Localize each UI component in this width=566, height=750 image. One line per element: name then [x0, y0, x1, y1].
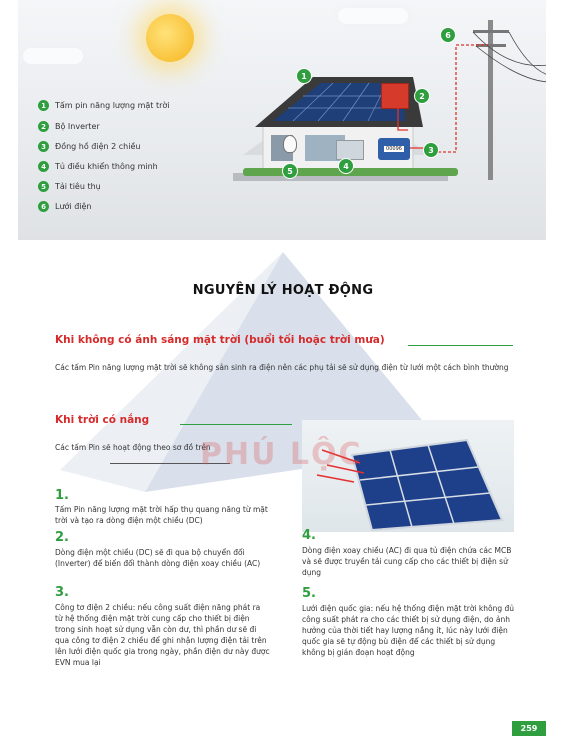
legend-item-2: 2 Bộ Inverter	[38, 121, 100, 132]
section-night-heading: Khi không có ánh sáng mặt trời (buổi tối hoặc trời mưa)	[55, 334, 385, 346]
connection-lines	[18, 0, 546, 240]
section-sunny-heading: Khi trời có nắng	[55, 414, 150, 426]
legend-item-5: 5 Tải tiêu thụ	[38, 181, 101, 192]
step-1-number: 1.	[55, 488, 69, 503]
diagram-tag-6: 6	[440, 27, 456, 43]
step-5-text: Lưới điện quốc gia: nếu hệ thống điện mặt trời không đủ công suất phát ra cho các thiết bị sử dụng điện, do ảnh hưởng của thời tiết hay lượng nắng ít, lúc này lưới điện quốc gia sẽ tự động bù điện để các thiết bị sử dụng không bị gián đoạn hoạt động	[302, 604, 514, 657]
legend-item-1: 1 Tấm pin năng lượng mặt trời	[38, 100, 170, 111]
step-1-text: Tấm Pin năng lượng mặt trời hấp thụ quang năng từ mặt trời và tạo ra dòng điện một chiều (DC)	[55, 505, 268, 525]
section-sunny-text: Các tấm Pin sẽ hoạt động theo sơ đồ trên	[55, 443, 211, 452]
section-sunny-divider	[180, 424, 292, 425]
page-number: 259	[512, 721, 546, 736]
page-title: NGUYÊN LÝ HOẠT ĐỘNG	[192, 283, 374, 298]
step-2-number: 2.	[55, 530, 69, 545]
section-night-text: Các tấm Pin năng lượng mặt trời sẽ không sản sinh ra điện nên các phụ tải sẽ sử dụng điện từ lưới một cách bình thường	[55, 363, 509, 372]
step-5-number: 5.	[302, 586, 316, 601]
diagram-tag-3: 3	[423, 142, 439, 158]
step-4-text: Dòng điện xoay chiều (AC) đi qua tủ điện chứa các MCB và sẽ được truyền tải cung cấp cho các thiết bị điện sử dụng	[302, 546, 512, 577]
step-3-number: 3.	[55, 585, 69, 600]
diagram-tag-1: 1	[296, 68, 312, 84]
section-night-divider	[408, 345, 513, 346]
legend-item-3: 3 Đồng hồ điện 2 chiều	[38, 141, 140, 152]
legend-item-6: 6 Lưới điện	[38, 201, 91, 212]
diagram-tag-2: 2	[414, 88, 430, 104]
diagram-tag-5: 5	[282, 163, 298, 179]
legend-item-4: 4 Tủ điều khiển thông minh	[38, 161, 158, 172]
meter-icon: 00096	[378, 138, 410, 160]
step-4-number: 4.	[302, 528, 316, 543]
step-2-text: Dòng điện một chiều (DC) sẽ đi qua bộ chuyển đổi (Inverter) để biến đổi thành dòng điện xoay chiều (AC)	[55, 548, 261, 568]
step-3-text: Công tơ điện 2 chiều: nếu công suất điện năng phát ra từ hệ thống điện mặt trời cung cấp cho thiết bị điện trong sinh hoạt sử dụng vẫn còn dư, thì phần dư sẽ đi qua công tơ điện 2 chiều để ghi nhận lượng điện tải trên lên lưới điện quốc gia trong ngày, phần điện dư này được EVN mua lại	[55, 603, 270, 667]
watermark: PHÚ LỘC	[200, 437, 363, 472]
hero-illustration	[18, 0, 546, 240]
diagram-tag-4: 4	[338, 158, 354, 174]
